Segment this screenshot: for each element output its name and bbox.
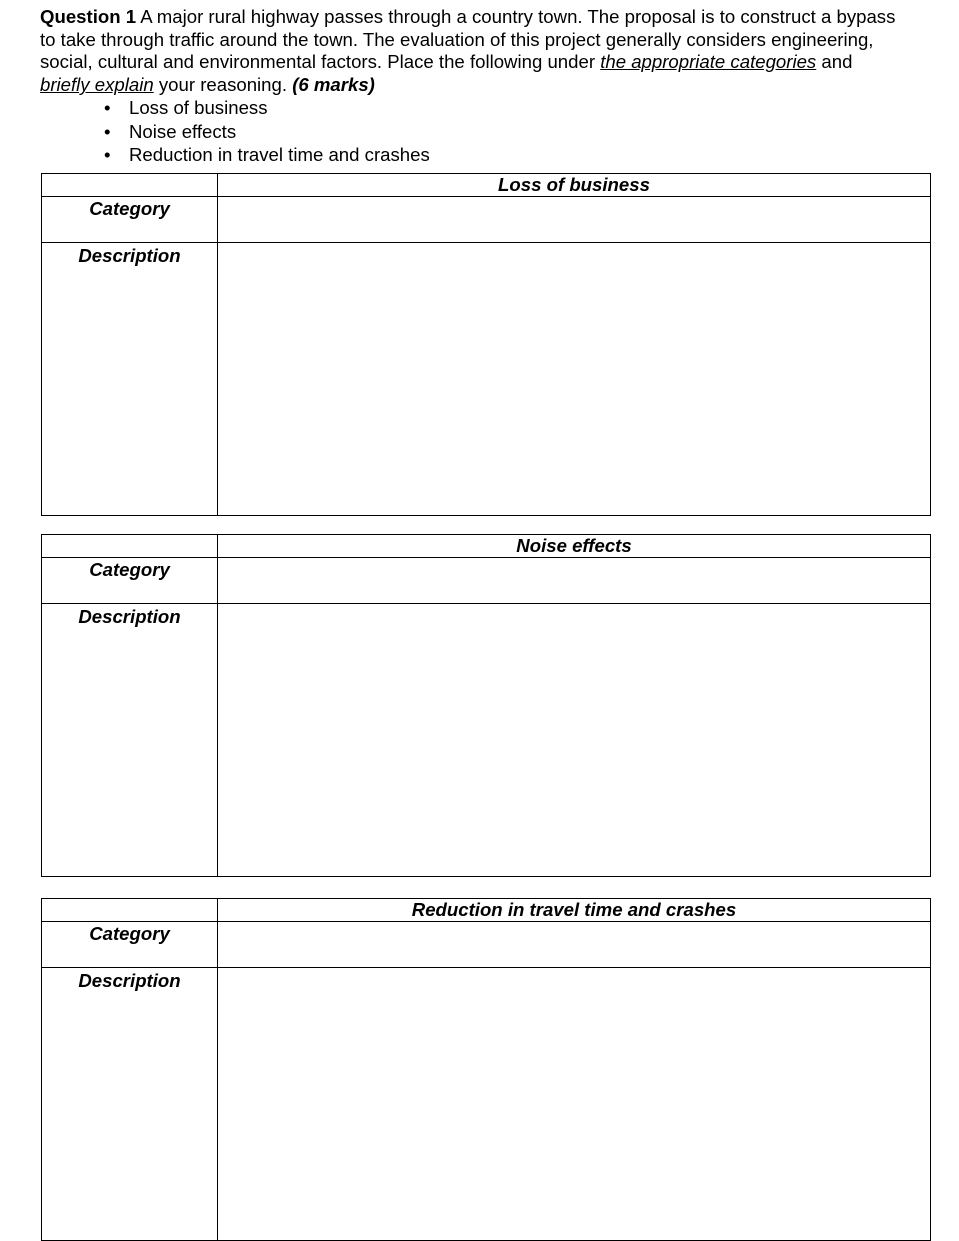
table-title: Noise effects [218, 535, 931, 558]
marks-label: (6 marks) [292, 74, 375, 96]
category-label: Category [42, 922, 218, 968]
description-label: Description [42, 968, 218, 1241]
emphasis-categories: the appropriate categories [600, 51, 817, 73]
category-answer-field[interactable] [218, 922, 931, 968]
description-label: Description [42, 604, 218, 877]
answer-table-noise-effects [41, 534, 931, 877]
question-tail: your reasoning. [153, 74, 293, 96]
bullet-icon: • [104, 120, 111, 142]
category-answer-field[interactable] [218, 558, 931, 604]
category-answer-field[interactable] [218, 197, 931, 243]
emphasis-explain: briefly explain [40, 74, 154, 96]
table-title: Loss of business [218, 174, 931, 197]
table-title: Reduction in travel time and crashes [218, 899, 931, 922]
question-intro: A major rural highway passes through a country town. The proposal is to construct a bypass to take through traffic around the town. The evaluation of this project generally considers engineering, social, cultural and environmental factors. Place the following under [40, 6, 896, 73]
list-item-label: Noise effects [129, 120, 237, 142]
list-item [40, 120, 430, 144]
bullet-icon: • [104, 97, 111, 118]
description-label: Description [42, 243, 218, 516]
list-item [40, 96, 430, 120]
item-list [40, 96, 430, 167]
category-label: Category [42, 558, 218, 604]
header-blank-cell [42, 535, 218, 558]
answer-table-loss-of-business [41, 173, 931, 516]
description-answer-field[interactable] [218, 968, 931, 1241]
list-item-label: Loss of business [129, 97, 268, 118]
list-item-label: Reduction in travel time and crashes [129, 144, 430, 165]
header-blank-cell [42, 174, 218, 197]
category-label: Category [42, 197, 218, 243]
answer-table-travel-time [41, 898, 931, 1241]
list-item [40, 143, 430, 167]
header-blank-cell [42, 899, 218, 922]
question-number: Question 1 [40, 6, 137, 27]
question-text [40, 6, 900, 97]
bullet-icon: • [104, 144, 111, 165]
description-answer-field[interactable] [218, 604, 931, 877]
question-joiner: and [816, 51, 853, 73]
description-answer-field[interactable] [218, 243, 931, 516]
